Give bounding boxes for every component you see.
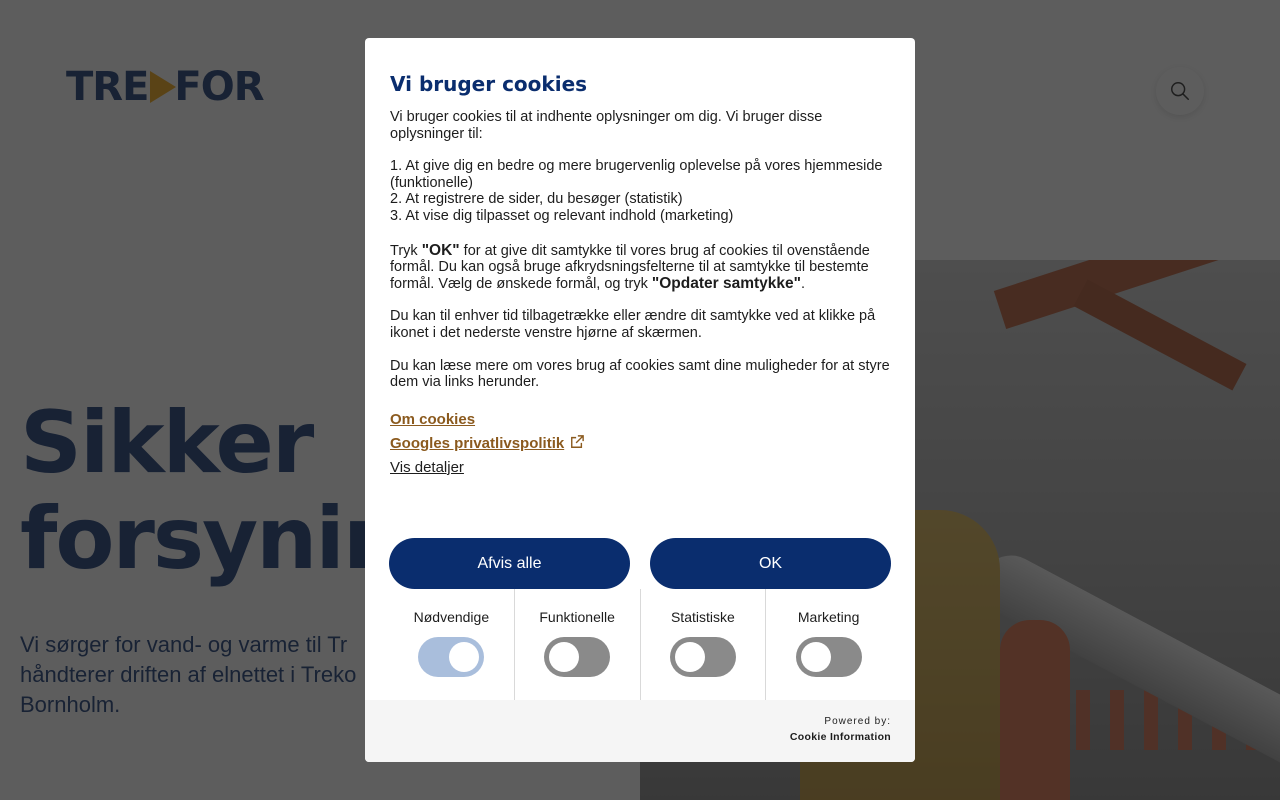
show-details-link[interactable]: Vis detaljer [390,458,464,476]
purpose-item: 1. At give dig en bedre og mere brugervenlig oplevelse på vores hjemmeside (funktionelle) [390,158,883,191]
cookie-consent-dialog [365,38,915,762]
purposes-list [390,158,890,224]
consent-update-emphasis: "Opdater samtykke" [651,274,802,292]
ok-button[interactable]: OK [650,538,891,589]
necessary-toggle [418,637,484,677]
functional-toggle[interactable] [544,637,610,677]
consent-text-a: Tryk [390,242,422,259]
external-link-icon [570,435,584,449]
powered-by-footer [365,700,915,762]
category-label: Statistiske [670,609,735,625]
toggle-knob [675,642,705,672]
powered-by-brand[interactable]: Cookie Information [789,731,891,743]
category-label: Nødvendige [413,609,490,625]
withdraw-text: Du kan til enhver tid tilbagetrække eller ændre dit samtykke ved at klikke på ikonet i det nederste venstre hjørne af skærmen. [390,308,876,341]
dialog-actions [389,538,891,589]
read-more-text: Du kan læse mere om vores brug af cookies samt dine muligheder for at styre dem via links herunder. [390,357,890,391]
consent-categories [389,589,891,700]
category-necessary [389,589,514,700]
dialog-intro: Vi bruger cookies til at indhente oplysninger om dig. Vi bruger disse oplysninger til: [390,109,823,142]
category-functional [514,589,640,700]
category-label: Marketing [797,609,860,625]
toggle-knob [449,642,479,672]
toggle-knob [801,642,831,672]
purpose-item: 2. At registrere de sider, du besøger (statistik) [390,191,683,208]
google-privacy-link-label: Googles privatlivspolitik [390,434,565,452]
consent-instructions [390,243,890,293]
consent-ok-emphasis: "OK" [421,241,460,259]
marketing-toggle[interactable] [796,637,862,677]
consent-text-b: for at give dit samtykke til vores brug af cookies til ovenstående formål. Du kan også bruge afkrydsningsfelterne til at samtykke til bestemte formål. Vælg de ønskede formål, og tryk [390,242,870,292]
powered-by-label: Powered by: [824,716,891,727]
dialog-links [390,408,890,480]
reject-all-button[interactable]: Afvis alle [389,538,630,589]
statistics-toggle[interactable] [670,637,736,677]
dialog-title: Vi bruger cookies [390,72,588,96]
toggle-knob [549,642,579,672]
purpose-item: 3. At vise dig tilpasset og relevant indhold (marketing) [390,207,734,224]
consent-text-c: . [801,275,806,292]
google-privacy-link[interactable] [390,432,890,456]
category-label: Funktionelle [539,609,615,625]
category-marketing [765,589,891,700]
about-cookies-link[interactable]: Om cookies [390,410,476,428]
category-statistics [640,589,766,700]
